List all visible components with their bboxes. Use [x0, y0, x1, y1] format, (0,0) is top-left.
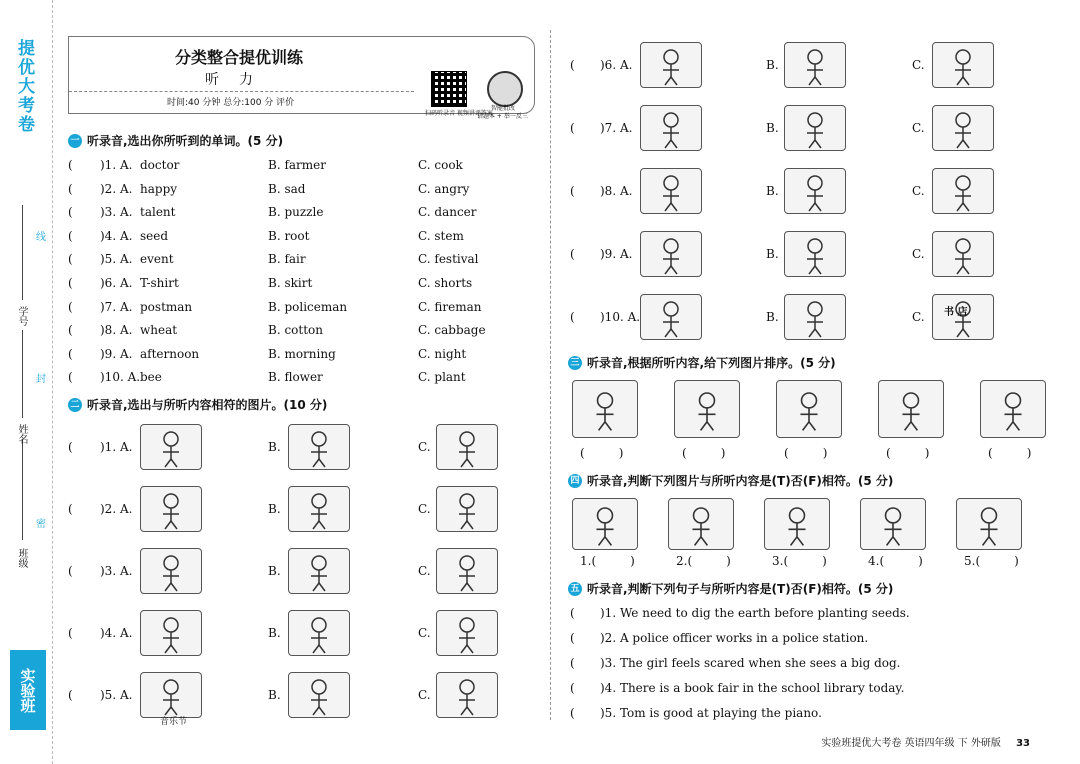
page-divider: [550, 30, 551, 720]
option-b: B. puzzle: [268, 205, 324, 220]
ordering-picture: [878, 380, 944, 438]
class-line: [22, 440, 23, 540]
option-a: wheat: [140, 323, 178, 338]
qr-caption: 扫码听录音 视频讲评答案: [425, 110, 493, 117]
option-b: B. fair: [268, 252, 306, 267]
item-number: )1. A.: [100, 440, 133, 454]
judge-answer-blank[interactable]: 2.( ): [676, 554, 731, 568]
option-b: B. flower: [268, 370, 323, 385]
answer-paren[interactable]: (: [68, 626, 73, 640]
picture-option-c[interactable]: [436, 672, 498, 718]
answer-paren[interactable]: (: [68, 564, 73, 578]
item-number: )4. A.: [100, 626, 133, 640]
name-line: [22, 330, 23, 418]
item-number: )2. A.: [100, 181, 133, 196]
judge-answer-blank[interactable]: 3.( ): [772, 554, 827, 568]
picture-option-b[interactable]: [288, 610, 350, 656]
picture-option-a[interactable]: [640, 231, 702, 277]
order-answer-blank[interactable]: ( ): [682, 446, 726, 460]
answer-paren[interactable]: (: [570, 184, 575, 198]
option-c-label: C.: [418, 564, 431, 578]
answer-paren[interactable]: (: [68, 228, 73, 243]
answer-paren[interactable]: (: [68, 181, 73, 196]
order-answer-blank[interactable]: ( ): [784, 446, 828, 460]
item-number: )8. A.: [100, 323, 133, 338]
judge-picture: [860, 498, 926, 550]
picture-option-b[interactable]: [288, 672, 350, 718]
option-c-label: C.: [912, 58, 925, 72]
section3-title: [568, 354, 836, 371]
order-answer-blank[interactable]: ( ): [580, 446, 624, 460]
brand-logo-top: 提优大考卷: [18, 39, 35, 135]
order-answer-blank[interactable]: ( ): [886, 446, 930, 460]
option-c-label: C.: [418, 626, 431, 640]
picture-option-a[interactable]: [640, 105, 702, 151]
option-c: C. stem: [418, 228, 464, 243]
answer-paren[interactable]: (: [570, 656, 575, 670]
picture-option-b[interactable]: [784, 231, 846, 277]
answer-paren[interactable]: (: [68, 346, 73, 361]
item-number: )10. A.: [100, 370, 141, 385]
option-a: seed: [140, 228, 169, 243]
number-line: [22, 205, 23, 300]
option-c: C. cabbage: [418, 323, 486, 338]
option-a: T-shirt: [140, 276, 179, 290]
section4-title: [568, 472, 893, 489]
picture-option-a[interactable]: [640, 42, 702, 88]
seal-mark-3: 线: [36, 232, 46, 243]
section4-number: 四: [568, 474, 582, 488]
picture-option-a[interactable]: [140, 548, 202, 594]
option-b: B. morning: [268, 346, 336, 361]
option-c-label: C.: [418, 440, 431, 454]
option-a: doctor: [140, 158, 180, 172]
option-a: bee: [140, 370, 162, 385]
class-label: 班级: [16, 548, 27, 568]
item-number: )1. A.: [100, 158, 133, 172]
answer-paren[interactable]: (: [68, 299, 73, 314]
seal-sub-caption: 错题本 + 举一反三: [477, 113, 528, 120]
item-number: )9. A.: [100, 346, 133, 361]
judge-picture: [668, 498, 734, 550]
option-c: C. angry: [418, 181, 470, 196]
picture-caption: 书 店: [944, 307, 968, 318]
picture-option-b[interactable]: [288, 424, 350, 470]
picture-option-a[interactable]: [140, 486, 202, 532]
answer-paren[interactable]: (: [68, 688, 73, 702]
section1-number: 一: [68, 134, 82, 148]
page-title: 分类整合提优训练: [174, 48, 303, 67]
item-number: )3. A.: [100, 564, 133, 578]
answer-paren[interactable]: (: [570, 58, 575, 72]
judge-picture: [572, 498, 638, 550]
option-c-label: C.: [418, 688, 431, 702]
option-c: C. shorts: [418, 276, 473, 290]
option-a: postman: [140, 299, 193, 314]
picture-option-b[interactable]: [784, 168, 846, 214]
section5-number: 五: [568, 582, 582, 596]
answer-paren[interactable]: (: [570, 606, 575, 620]
picture-option-a[interactable]: [640, 294, 702, 340]
option-b-label: B.: [766, 310, 779, 324]
answer-paren[interactable]: (: [570, 310, 575, 324]
sentence-item: )1. We need to dig the earth before planting seeds.: [600, 606, 910, 620]
item-number: )9. A.: [600, 247, 633, 261]
option-c: C. cook: [418, 158, 463, 172]
picture-option-c[interactable]: [436, 424, 498, 470]
page-footer: [821, 734, 1030, 749]
picture-option-c[interactable]: [436, 610, 498, 656]
section5-title: [568, 580, 893, 597]
option-a: happy: [140, 181, 178, 196]
picture-option-b[interactable]: [784, 42, 846, 88]
option-b-label: B.: [766, 247, 779, 261]
option-b: B. cotton: [268, 323, 323, 338]
picture-option-c[interactable]: [436, 486, 498, 532]
section1-title: [68, 132, 283, 149]
picture-option-b[interactable]: [784, 105, 846, 151]
option-b: B. skirt: [268, 276, 313, 290]
student-number-label: 学号: [16, 306, 27, 326]
item-number: )10. A.: [600, 310, 641, 324]
answer-paren[interactable]: (: [68, 323, 73, 338]
answer-paren[interactable]: (: [68, 158, 73, 172]
picture-option-a[interactable]: [140, 424, 202, 470]
option-c: C. dancer: [418, 205, 477, 220]
section5-instruction: 听录音,判断下列句子与所听内容是(T)否(F)相符。(5 分): [587, 582, 894, 596]
picture-option-a[interactable]: [140, 610, 202, 656]
answer-paren[interactable]: (: [570, 121, 575, 135]
option-c: C. festival: [418, 252, 479, 267]
option-b-label: B.: [766, 184, 779, 198]
option-c: C. night: [418, 346, 467, 361]
option-c-label: C.: [912, 121, 925, 135]
picture-option-c[interactable]: [932, 231, 994, 277]
page-subtitle: 听力: [205, 72, 273, 88]
option-c-label: C.: [912, 184, 925, 198]
ordering-picture: [776, 380, 842, 438]
answer-paren[interactable]: (: [570, 247, 575, 261]
item-number: )2. A.: [100, 502, 133, 516]
option-b: B. policeman: [268, 299, 348, 314]
answer-paren[interactable]: (: [68, 252, 73, 267]
item-number: )6. A.: [600, 58, 633, 72]
option-b-label: B.: [268, 502, 281, 516]
judge-answer-blank[interactable]: 5.( ): [964, 554, 1019, 568]
picture-option-c[interactable]: [436, 548, 498, 594]
answer-paren[interactable]: (: [570, 631, 575, 645]
section2-instruction: 听录音,选出与所听内容相符的图片。(10 分): [87, 398, 328, 412]
item-number: )4. A.: [100, 228, 133, 243]
answer-paren[interactable]: (: [570, 681, 575, 695]
header-box: [68, 36, 535, 120]
seal-mark: 密: [36, 519, 46, 530]
ordering-picture: [674, 380, 740, 438]
section2-number: 二: [68, 398, 82, 412]
sentence-item: )2. A police officer works in a police station.: [600, 631, 869, 645]
section2-title: [68, 396, 327, 413]
header-divider: [69, 91, 414, 92]
option-a: talent: [140, 205, 176, 220]
exam-info: 时间:40 分钟 总分:100 分 评价: [167, 98, 295, 108]
option-c: C. fireman: [418, 299, 482, 314]
item-number: )8. A.: [600, 184, 633, 198]
option-b-label: B.: [268, 440, 281, 454]
option-c-label: C.: [912, 247, 925, 261]
option-b-label: B.: [766, 58, 779, 72]
option-b-label: B.: [766, 121, 779, 135]
picture-option-a[interactable]: [140, 672, 202, 718]
brand-logo-bottom: 实验班: [10, 650, 46, 730]
option-a: event: [140, 252, 174, 267]
name-label: 姓名: [16, 424, 27, 444]
option-b: B. farmer: [268, 158, 326, 172]
ordering-picture: [980, 380, 1046, 438]
judge-answer-blank[interactable]: 4.( ): [868, 554, 923, 568]
item-number: )5. A.: [100, 252, 133, 267]
item-number: )7. A.: [100, 299, 133, 314]
answer-paren[interactable]: (: [68, 370, 73, 385]
seal-caption: 智能批改: [491, 105, 516, 112]
sentence-item: )4. There is a book fair in the school library today.: [600, 681, 905, 695]
picture-option-b[interactable]: [288, 548, 350, 594]
picture-option-c[interactable]: [932, 105, 994, 151]
picture-option-a[interactable]: [640, 168, 702, 214]
judge-picture: [956, 498, 1022, 550]
option-b: B. sad: [268, 181, 306, 196]
option-a: afternoon: [140, 346, 200, 361]
option-b-label: B.: [268, 626, 281, 640]
option-b-label: B.: [268, 688, 281, 702]
item-number: )7. A.: [600, 121, 633, 135]
page-number: 33: [1016, 738, 1030, 749]
order-answer-blank[interactable]: ( ): [988, 446, 1032, 460]
item-number: )5. A.: [100, 688, 133, 702]
answer-paren[interactable]: (: [68, 276, 73, 290]
sentence-item: )5. Tom is good at playing the piano.: [600, 706, 822, 720]
section3-instruction: 听录音,根据所听内容,给下列图片排序。(5 分): [587, 356, 836, 370]
qr-code-icon[interactable]: [431, 71, 467, 107]
option-c: C. plant: [418, 370, 466, 385]
footer-text: 实验班提优大考卷 英语四年级 下 外研版: [821, 738, 1001, 749]
option-b-label: B.: [268, 564, 281, 578]
seal-mark-2: 封: [36, 374, 46, 385]
section1-instruction: 听录音,选出你所听到的单词。(5 分): [87, 134, 284, 148]
ordering-picture: [572, 380, 638, 438]
picture-caption: 音乐节: [160, 717, 188, 727]
item-number: )6. A.: [100, 276, 133, 290]
section3-number: 三: [568, 356, 582, 370]
section4-instruction: 听录音,判断下列图片与所听内容是(T)否(F)相符。(5 分): [587, 474, 894, 488]
option-c-label: C.: [418, 502, 431, 516]
item-number: )3. A.: [100, 205, 133, 220]
picture-option-b[interactable]: [784, 294, 846, 340]
answer-paren[interactable]: (: [68, 440, 73, 454]
picture-option-c[interactable]: [932, 168, 994, 214]
picture-option-c[interactable]: [932, 42, 994, 88]
sentence-item: )3. The girl feels scared when she sees a big dog.: [600, 656, 901, 670]
judge-answer-blank[interactable]: 1.( ): [580, 554, 635, 568]
answer-paren[interactable]: (: [68, 205, 73, 220]
smart-grading-icon[interactable]: [487, 71, 523, 107]
picture-option-b[interactable]: [288, 486, 350, 532]
answer-paren[interactable]: (: [570, 706, 575, 720]
option-b: B. root: [268, 228, 310, 243]
judge-picture: [764, 498, 830, 550]
option-c-label: C.: [912, 310, 925, 324]
answer-paren[interactable]: (: [68, 502, 73, 516]
